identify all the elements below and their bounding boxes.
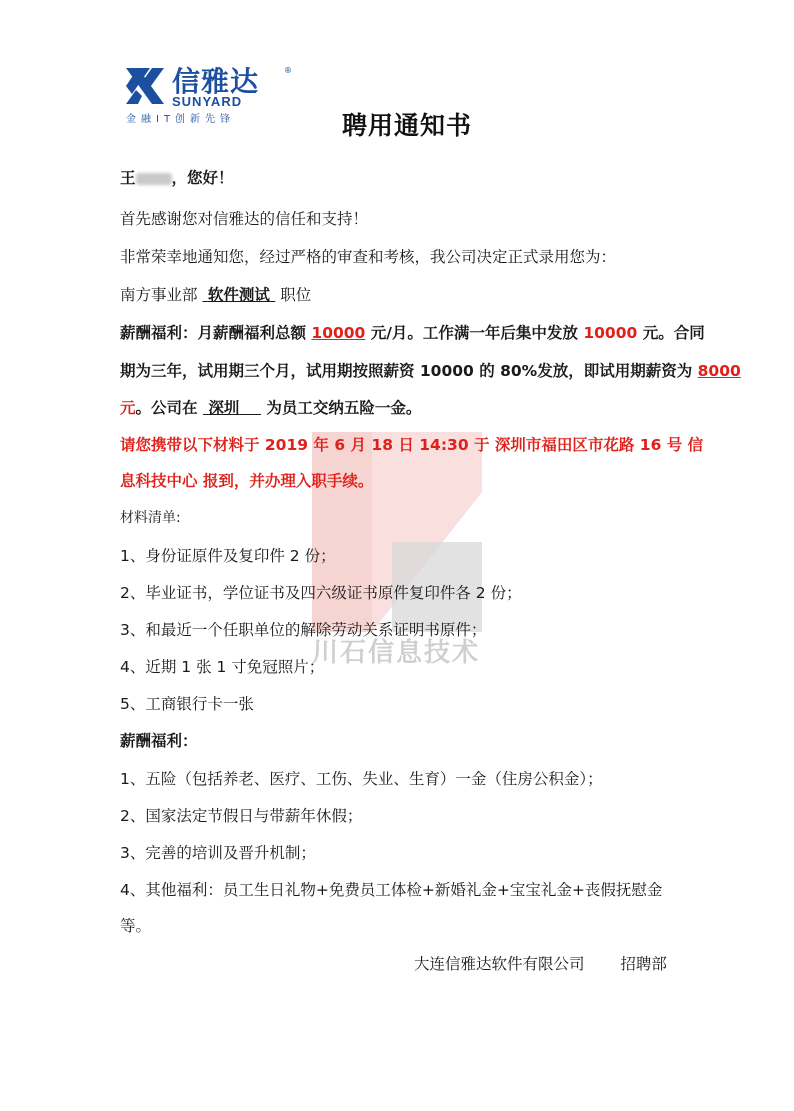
notice-text: 非常荣幸地通知您，经过严格的审查和考核，我公司决定正式录用您为： xyxy=(120,248,617,266)
logo-brand-cn: 信雅达 xyxy=(172,65,260,98)
watermark-text: 川石信息技术 xyxy=(312,638,481,668)
sunyard-logo-icon xyxy=(124,64,168,108)
benefits-heading: 薪酬福利： xyxy=(120,732,198,750)
salary-line-3: 元。公司在 深圳 为员工交纳五险一金。 xyxy=(120,399,422,417)
materials-item-3: 3、和最近一个任职单位的解除劳动关系证明书原件； xyxy=(120,621,487,639)
insurance-city: 深圳 xyxy=(208,399,240,417)
salary-line-1: 薪酬福利：月薪酬福利总额 10000 元/月。工作满一年后集中发放 10000 元。合同 xyxy=(120,324,705,342)
materials-item-1: 1、身份证原件及复印件 2 份； xyxy=(120,547,336,565)
monthly-salary: 10000 xyxy=(311,324,366,342)
position-line xyxy=(120,283,311,305)
logo-brand-en: SUNYARD xyxy=(172,94,243,109)
company-name: 大连信雅达软件有限公司 xyxy=(414,955,585,973)
thanks-text: 首先感谢您对信雅达的信任和支持！ xyxy=(120,210,369,228)
salary-line-2: 期为三年，试用期三个月，试用期按照薪资 10000 的 80%发放，即试用期薪资为 8000 xyxy=(120,362,741,380)
greeting-suffix: ，您好！ xyxy=(171,169,234,187)
materials-heading: 材料清单: xyxy=(120,510,181,526)
logo-registered-mark: ® xyxy=(284,66,292,75)
benefits-item-3: 3、完善的培训及晋升机制； xyxy=(120,844,316,862)
greeting-surname: 王 xyxy=(120,169,136,187)
materials-item-2: 2、毕业证书，学位证书及四六级证书原件复印件各 2 份； xyxy=(120,584,522,602)
annual-bonus: 10000 xyxy=(583,324,638,342)
report-line-2: 息科技中心 报到，并办理入职手续。 xyxy=(120,472,374,490)
department-name: 南方事业部 xyxy=(120,286,198,304)
report-line-1: 请您携带以下材料于 2019 年 6 月 18 日 14:30 于 深圳市福田区市花路 16 号 信 xyxy=(120,436,704,454)
greeting xyxy=(120,166,234,188)
materials-item-4: 4、近期 1 张 1 寸免冠照片； xyxy=(120,658,325,676)
position-role: 软件测试 xyxy=(207,286,270,304)
benefits-item-1: 1、五险（包括养老、医疗、工伤、失业、生育）一金（住房公积金）； xyxy=(120,770,603,788)
company-logo xyxy=(124,60,292,126)
signing-department: 招聘部 xyxy=(620,955,667,973)
position-suffix: 职位 xyxy=(280,286,312,304)
benefits-item-4: 4、其他福利：员工生日礼物+免费员工体检+新婚礼金+宝宝礼金+丧假抚慰金 xyxy=(120,881,663,899)
redacted-name xyxy=(136,173,172,185)
document-title: 聘用通知书 xyxy=(342,111,473,140)
materials-item-5: 5、工商银行卡一张 xyxy=(120,695,254,713)
logo-slogan: 金融IT创新先锋 xyxy=(126,114,236,125)
signature xyxy=(414,952,667,974)
benefits-item-2: 2、国家法定节假日与带薪年休假； xyxy=(120,807,363,825)
probation-salary: 8000 xyxy=(697,362,741,380)
benefits-item-4-continuation: 等。 xyxy=(120,917,152,935)
